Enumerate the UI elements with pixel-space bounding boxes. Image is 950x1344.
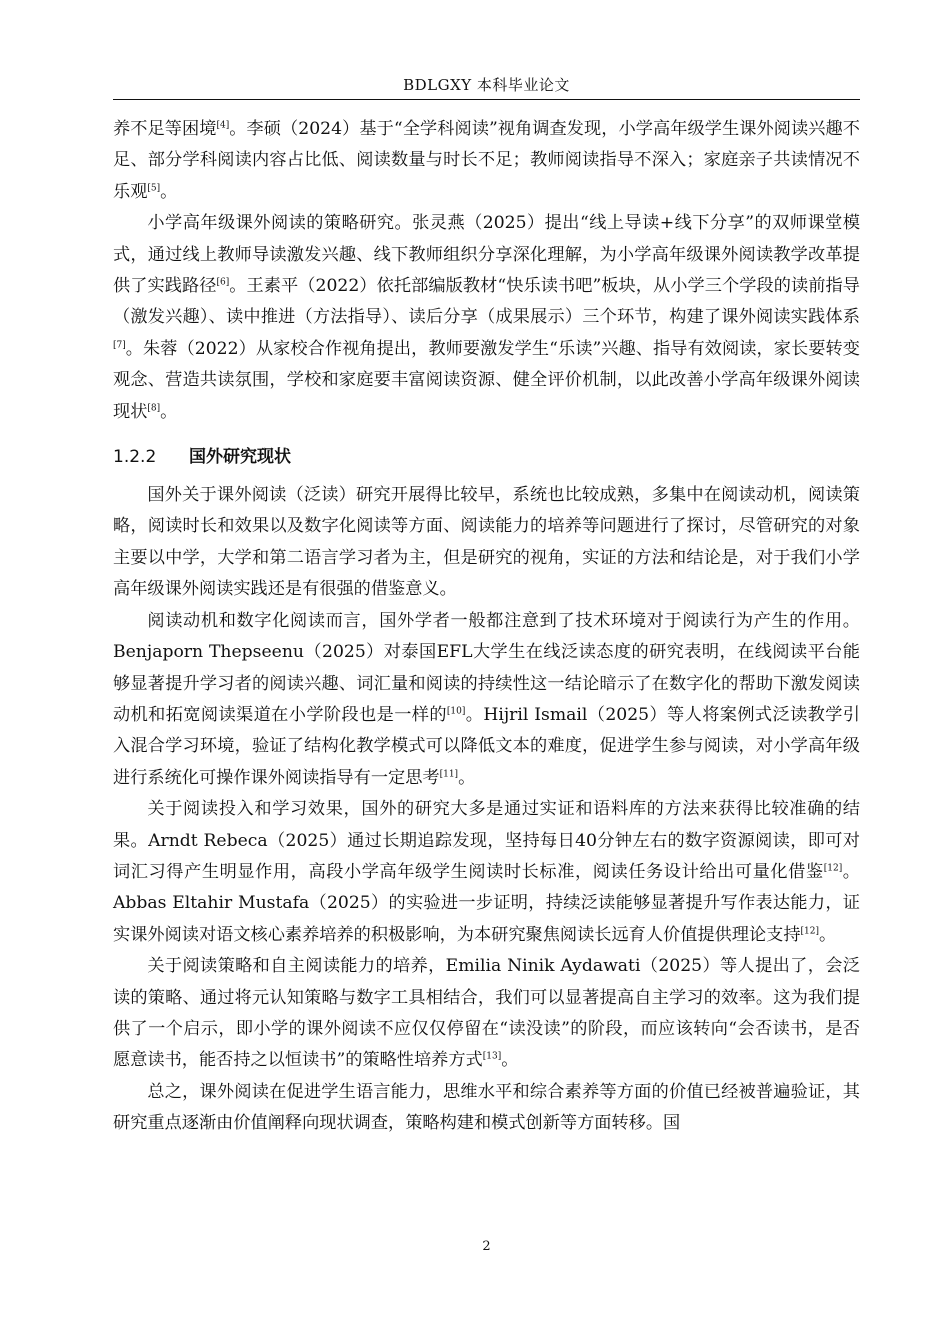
paragraph-7: 总之，课外阅读在促进学生语言能力，思维水平和综合素养等方面的价值已经被普遍验证，其研究重点逐渐由价值阐释向现状调查，策略构建和模式创新等方面转移。国 <box>113 1081 860 1134</box>
paragraph-1: 养不足等困境[4]。李硕（2024）基于“全学科阅读”视角调查发现，小学高年级学生课外阅读兴趣不足、部分学科阅读内容占比低、阅读数量与时长不足；教师阅读指导不深入；家庭亲子共读情况不乐观[5]。 <box>113 119 860 202</box>
page-number: 2 <box>482 1239 491 1254</box>
paragraph-6: 关于阅读策略和自主阅读能力的培养，Emilia Ninik Aydawati（2025）等人提出了，会泛读的策略、通过将元认知策略与数字工具相结合，我们可以显著提高自主学习的效率。这为我们提供了一个启示，即小学的课外阅读不应仅仅停留在“读没读”的阶段，而应该转向“会否读书，是否愿意读书，能否持之以恒读书”的策略性培养方式[13]。 <box>113 956 860 1071</box>
paragraph-4: 阅读动机和数字化阅读而言，国外学者一般都注意到了技术环境对于阅读行为产生的作用。Benjaporn Thepseenu（2025）对泰国EFL大学生在线泛读态度的研究表明，在线阅读平台能够显著提升学习者的阅读兴趣、词汇量和阅读的持续性这一结论暗示了在数字化的帮助下激发阅读动机和拓宽阅读渠道在小学阶段也是一样的[10]。Hijril Ismail（2025）等人将案例式泛读教学引入混合学习环境，验证了结构化教学模式可以降低文本的难度，促进学生参与阅读，对小学高年级进行系统化可操作课外阅读指导有一定思考[11]。 <box>113 610 860 788</box>
section-title: 国外研究现状 <box>189 447 291 468</box>
paragraph-2: 小学高年级课外阅读的策略研究。张灵燕（2025）提出“线上导读+线下分享”的双师课堂模式，通过线上教师导读激发兴趣、线下教师组织分享深化理解，为小学高年级课外阅读教学改革提供了实践路径[6]。王素平（2022）依托部编版教材“快乐读书吧”板块，从小学三个学段的读前指导（激发兴趣）、读中推进（方法指导）、读后分享（成果展示）三个环节，构建了课外阅读实践体系[7]。朱蓉（2022）从家校合作视角提出，教师要激发学生“乐读”兴趣、指导有效阅读，家长要转变观念、营造共读氛围，学校和家庭要丰富阅读资源、健全评价机制，以此改善小学高年级课外阅读现状[8]。 <box>113 213 860 422</box>
section-heading <box>113 442 860 472</box>
section-number: 1.2.2 <box>113 447 157 468</box>
header-rule <box>113 99 860 100</box>
paragraph-5: 关于阅读投入和学习效果，国外的研究大多是通过实证和语料库的方法来获得比较准确的结果。Arndt Rebeca（2025）通过长期追踪发现，坚持每日40分钟左右的数字资源阅读，即可对词汇习得产生明显作用，高段小学高年级学生阅读时长标准，阅读任务设计给出可量化借鉴[12]。Abbas Eltahir Mustafa（2025）的实验进一步证明，持续泛读能够显著提升写作表达能力，证实课外阅读对语文核心素养培养的积极影响，为本研究聚焦阅读长远育人价值提供理论支持[12]。 <box>113 799 860 945</box>
running-header: BDLGXY 本科毕业论文 <box>403 76 570 94</box>
paragraph-3: 国外关于课外阅读（泛读）研究开展得比较早，系统也比较成熟，多集中在阅读动机，阅读策略，阅读时长和效果以及数字化阅读等方面、阅读能力的培养等问题进行了探讨，尽管研究的对象主要以中学，大学和第二语言学习者为主，但是研究的视角，实证的方法和结论是，对于我们小学高年级课外阅读实践还是有很强的借鉴意义。 <box>113 485 860 600</box>
body-text <box>113 114 860 1140</box>
